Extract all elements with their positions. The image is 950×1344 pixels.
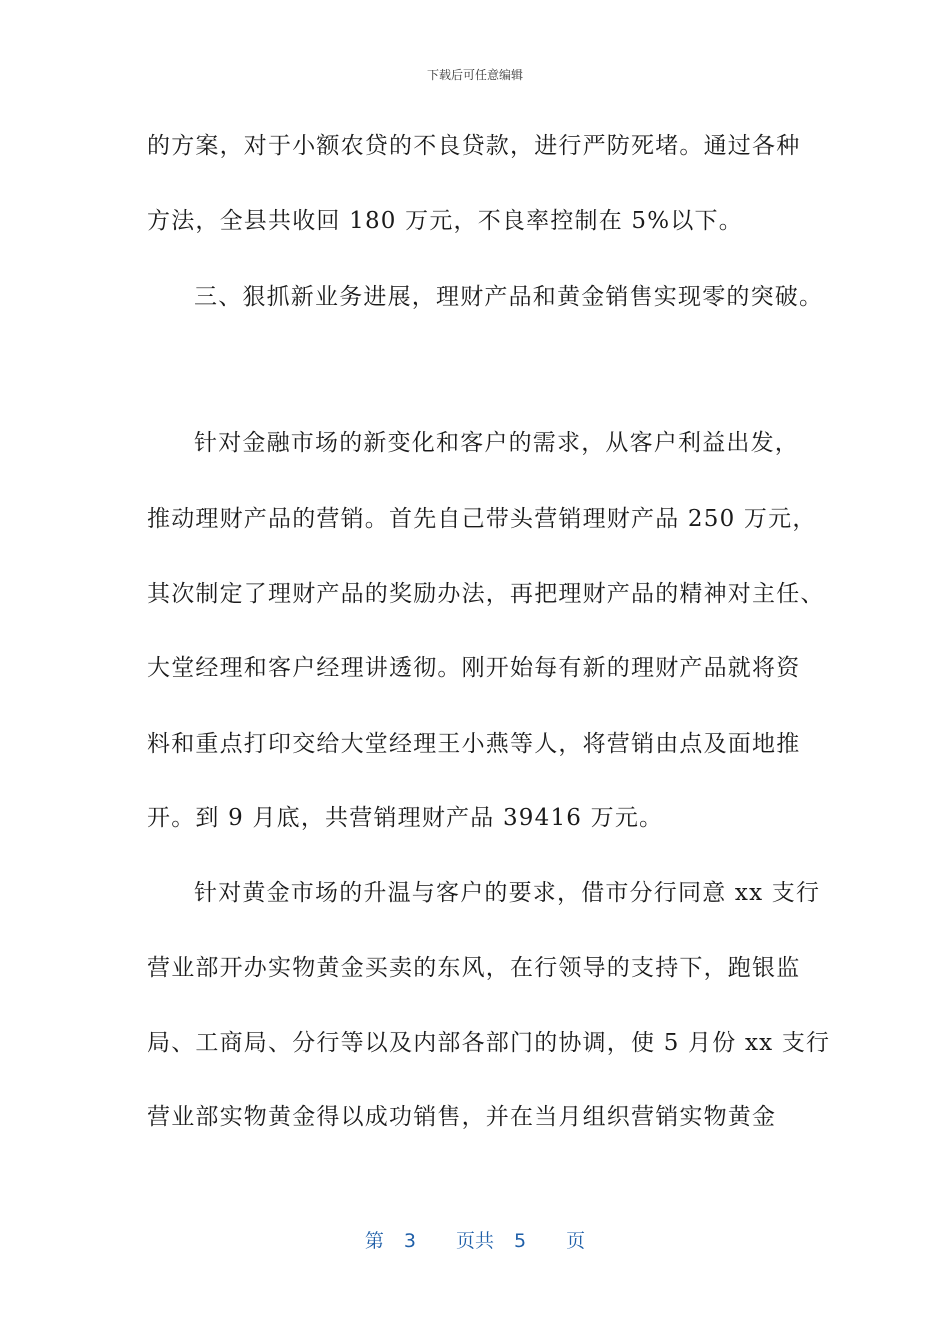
page-label-suffix: 页 [566,1230,586,1252]
page-footer [0,1226,950,1253]
text-line: 营业部开办实物黄金买卖的东风，在行领导的支持下，跑银监 [147,955,801,981]
text-line: 方法，全县共收回 180 万元，不良率控制在 5%以下。 [147,208,743,234]
text-line: 针对黄金市场的升温与客户的要求，借市分行同意 xx 支行 [194,880,821,906]
text-line: 推动理财产品的营销。首先自己带头营销理财产品 250 万元， [147,506,817,532]
page-label-mid: 页共 [455,1230,494,1252]
text-line: 局、工商局、分行等以及内部各部门的协调，使 5 月份 xx 支行 [147,1030,831,1056]
total-pages-number: 5 [514,1230,527,1252]
header-note: 下载后可任意编辑 [426,68,523,82]
text-line: 针对金融市场的新变化和客户的需求，从客户利益出发， [194,430,799,456]
text-line: 其次制定了理财产品的奖励办法，再把理财产品的精神对主任、 [147,581,825,607]
page-label-prefix: 第 [364,1230,384,1252]
current-page-number: 3 [403,1230,416,1252]
section-heading: 三、狠抓新业务进展，理财产品和黄金销售实现零的突破。 [194,284,824,310]
text-line: 的方案，对于小额农贷的不良贷款，进行严防死堵。通过各种 [147,133,801,159]
text-line: 料和重点打印交给大堂经理王小燕等人，将营销由点及面地推 [147,731,801,757]
text-line: 开。到 9 月底，共营销理财产品 39416 万元。 [147,805,664,831]
text-line: 大堂经理和客户经理讲透彻。刚开始每有新的理财产品就将资 [147,655,801,681]
text-line: 营业部实物黄金得以成功销售，并在当月组织营销实物黄金 [147,1104,777,1130]
